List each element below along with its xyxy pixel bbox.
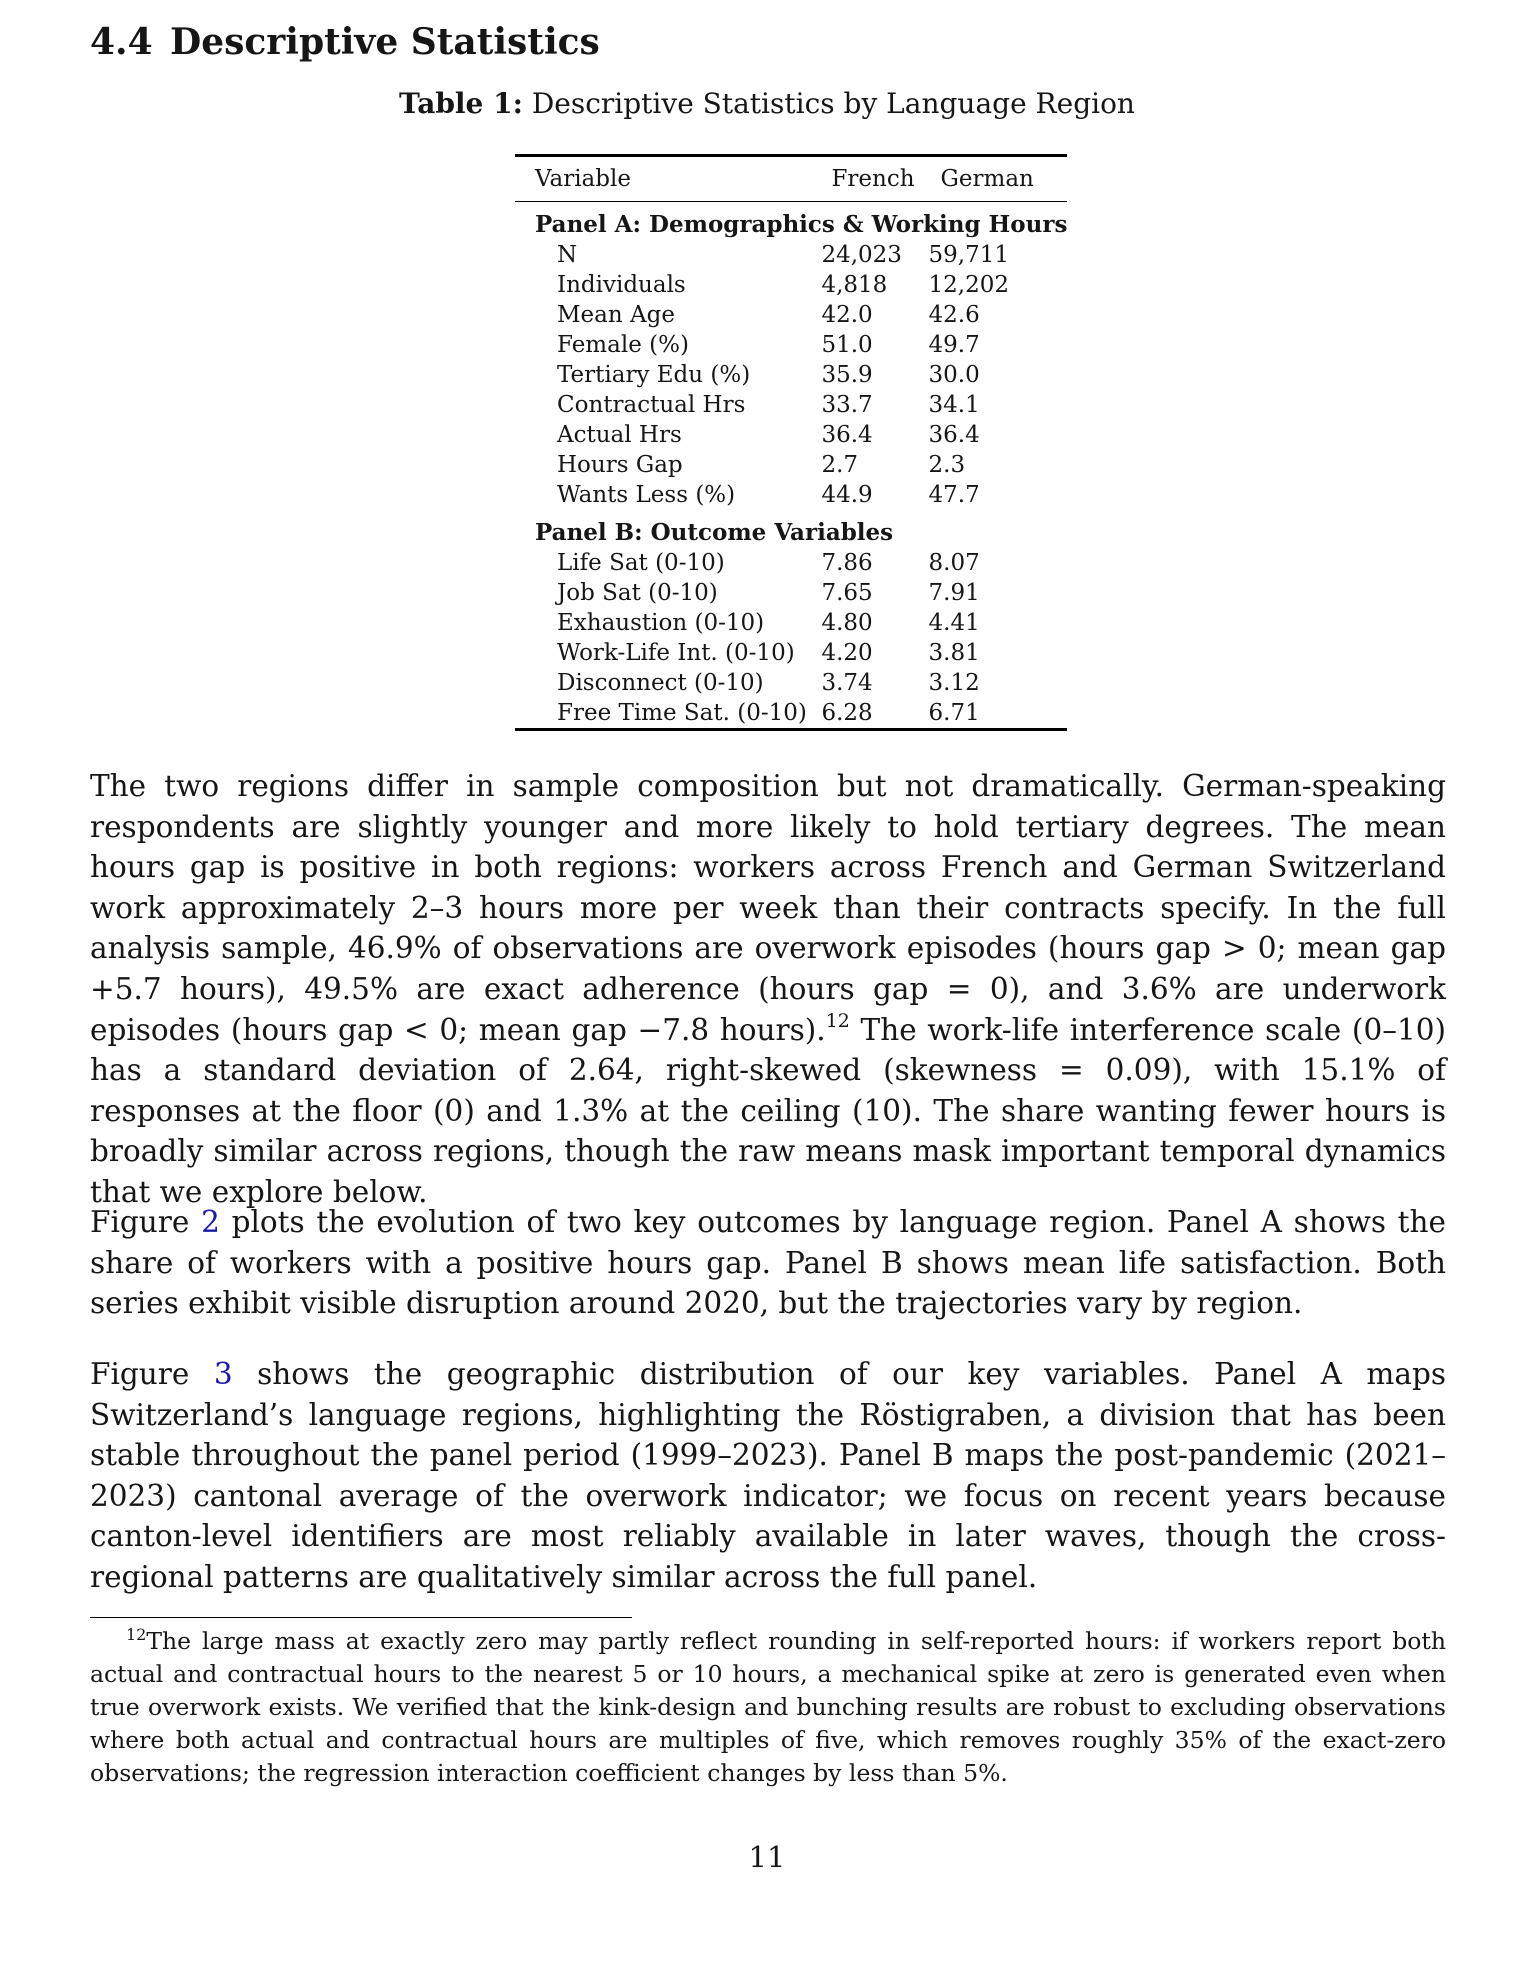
- header-french: French: [831, 166, 915, 192]
- figure-3-link[interactable]: 3: [213, 1357, 233, 1391]
- row-variable: Life Sat (0-10): [557, 550, 725, 576]
- row-french-value: 24,023: [821, 242, 902, 268]
- row-german-value: 12,202: [928, 272, 1010, 298]
- row-german-value: 34.1: [928, 392, 980, 418]
- descriptive-statistics-table: [515, 154, 1067, 731]
- panel-b: [515, 510, 1067, 730]
- panel-a: [515, 202, 1067, 511]
- row-variable: Exhaustion (0-10): [557, 610, 765, 636]
- row-french-value: 36.4: [821, 422, 873, 448]
- row-french-value: 51.0: [821, 332, 873, 358]
- panel-a-title-row: [515, 202, 1067, 241]
- row-french-value: 2.7: [821, 452, 859, 478]
- paragraph2-lead: Figure: [90, 1205, 202, 1239]
- row-french-value: 4,818: [821, 272, 888, 298]
- row-french-value: 6.28: [821, 700, 873, 726]
- table-row: [515, 390, 1067, 420]
- paragraph-sample-composition: [90, 766, 1446, 1213]
- row-french-value: 3.74: [821, 670, 873, 696]
- section-title: Descriptive Statistics: [170, 21, 600, 63]
- row-variable: Individuals: [557, 272, 686, 298]
- row-variable: Disconnect (0-10): [557, 670, 764, 696]
- row-german-value: 2.3: [928, 452, 966, 478]
- footnote-12: [90, 1625, 1446, 1790]
- row-french-value: 44.9: [821, 482, 873, 508]
- row-german-value: 42.6: [928, 302, 980, 328]
- paragraph-figure-2: [90, 1202, 1446, 1324]
- row-french-value: 4.20: [821, 640, 873, 666]
- table-row: [515, 578, 1067, 608]
- row-french-value: 33.7: [821, 392, 873, 418]
- paragraph3-lead: Figure: [90, 1357, 214, 1391]
- footnote-reference-12[interactable]: 12: [825, 1009, 850, 1032]
- row-french-value: 7.65: [821, 580, 873, 606]
- paragraph-figure-3: [90, 1354, 1446, 1598]
- footnote-text: The large mass at exactly zero may partly reflect rounding in self-reported hours: if workers report both actual and contractual hours to the nearest 5 or 10 hours, a mechanical spike at zero is generated even when true overwork exists. We verified that the kink-design and bunching results are robust to excluding observations where both actual and contractual hours are multiples of five, which removes roughly 35% of the exact-zero observations; the regression interaction coefficient changes by less than 5%.: [90, 1627, 1446, 1787]
- row-german-value: 8.07: [928, 550, 980, 576]
- table-row: [515, 270, 1067, 300]
- table-row: [515, 668, 1067, 698]
- row-german-value: 47.7: [928, 482, 980, 508]
- row-variable: Tertiary Edu (%): [557, 362, 751, 388]
- panel-b-title: Panel B: Outcome Variables: [535, 519, 894, 546]
- page-number: 11: [748, 1840, 786, 1874]
- table-caption: [0, 84, 1534, 124]
- row-variable: Hours Gap: [557, 452, 683, 478]
- table-row: [515, 450, 1067, 480]
- section-number: 4.4: [90, 21, 153, 63]
- row-german-value: 6.71: [928, 700, 980, 726]
- panel-b-title-row: [515, 510, 1067, 548]
- row-variable: Actual Hrs: [557, 422, 682, 448]
- row-german-value: 59,711: [928, 242, 1010, 268]
- row-german-value: 7.91: [928, 580, 980, 606]
- row-french-value: 4.80: [821, 610, 873, 636]
- figure-2-link[interactable]: 2: [201, 1205, 220, 1239]
- table-row: [515, 420, 1067, 450]
- header-german: German: [940, 166, 1034, 192]
- table-row: [515, 608, 1067, 638]
- row-german-value: 30.0: [928, 362, 980, 388]
- table-caption-label: Table 1:: [399, 87, 523, 120]
- table-row: [515, 330, 1067, 360]
- paragraph1-text-b: The work-life interference scale (0–10) has a standard deviation of 2.64, right-skewed (skewness = 0.09), with 15.1% of responses at the floor (0) and 1.3% at the ceiling (10). The share wanting fewer hours is broadly similar across regions, though the raw means mask important temporal dynamics that we explore below.: [90, 1012, 1447, 1209]
- table-row: [515, 300, 1067, 330]
- row-variable: Job Sat (0-10): [557, 580, 718, 606]
- row-german-value: 36.4: [928, 422, 980, 448]
- table-row: [515, 638, 1067, 668]
- table-header-row: [515, 156, 1067, 202]
- row-french-value: 7.86: [821, 550, 873, 576]
- table-row: [515, 698, 1067, 730]
- row-german-value: 3.12: [928, 670, 980, 696]
- row-variable: Contractual Hrs: [557, 392, 746, 418]
- row-variable: Mean Age: [557, 302, 675, 328]
- row-french-value: 35.9: [821, 362, 873, 388]
- panel-a-title: Panel A: Demographics & Working Hours: [535, 211, 1068, 238]
- table-row: [515, 360, 1067, 390]
- table-row: [515, 548, 1067, 578]
- row-french-value: 42.0: [821, 302, 873, 328]
- row-variable: Free Time Sat. (0-10): [557, 700, 807, 726]
- row-variable: N: [557, 242, 578, 268]
- header-variable: Variable: [535, 166, 631, 192]
- footnote-mark: 12: [126, 1625, 147, 1644]
- row-variable: Wants Less (%): [557, 482, 736, 508]
- row-german-value: 49.7: [928, 332, 980, 358]
- paragraph2-rest: plots the evolution of two key outcomes by language region. Panel A shows the share of workers with a positive hours gap. Panel B shows mean life satisfaction. Both series exhibit visible disruption around 2020, but the trajectories vary by region.: [90, 1205, 1446, 1321]
- section-heading: [90, 18, 600, 66]
- row-variable: Work-Life Int. (0-10): [557, 640, 795, 666]
- row-variable: Female (%): [557, 332, 689, 358]
- row-german-value: 3.81: [928, 640, 980, 666]
- paragraph3-rest: shows the geographic distribution of our key variables. Panel A maps Switzerland’s language regions, highlighting the Röstigraben, a division that has been stable throughout the panel period (1999–2023). Panel B maps the post-pandemic (2021–2023) cantonal average of the overwork indicator; we focus on recent years because canton-level identifiers are most reliably available in later waves, though the cross-regional patterns are qualitatively similar across the full panel.: [90, 1357, 1446, 1594]
- table-row: [515, 480, 1067, 510]
- footnote-divider: [90, 1617, 632, 1618]
- table-row: [515, 240, 1067, 270]
- row-german-value: 4.41: [928, 610, 980, 636]
- paragraph1-text-a: The two regions differ in sample composition but not dramatically. German-speaking respondents are slightly younger and more likely to hold tertiary degrees. The mean hours gap is positive in both regions: workers across French and German Switzerland work approximately 2–3 hours more per week than their contracts specify. In the full analysis sample, 46.9% of observations are overwork episodes (hours gap > 0; mean gap +5.7 hours), 49.5% are exact adherence (hours gap = 0), and 3.6% are underwork episodes (hours gap < 0; mean gap −7.8 hours).: [90, 769, 1446, 1047]
- table-caption-text: Descriptive Statistics by Language Region: [522, 87, 1135, 120]
